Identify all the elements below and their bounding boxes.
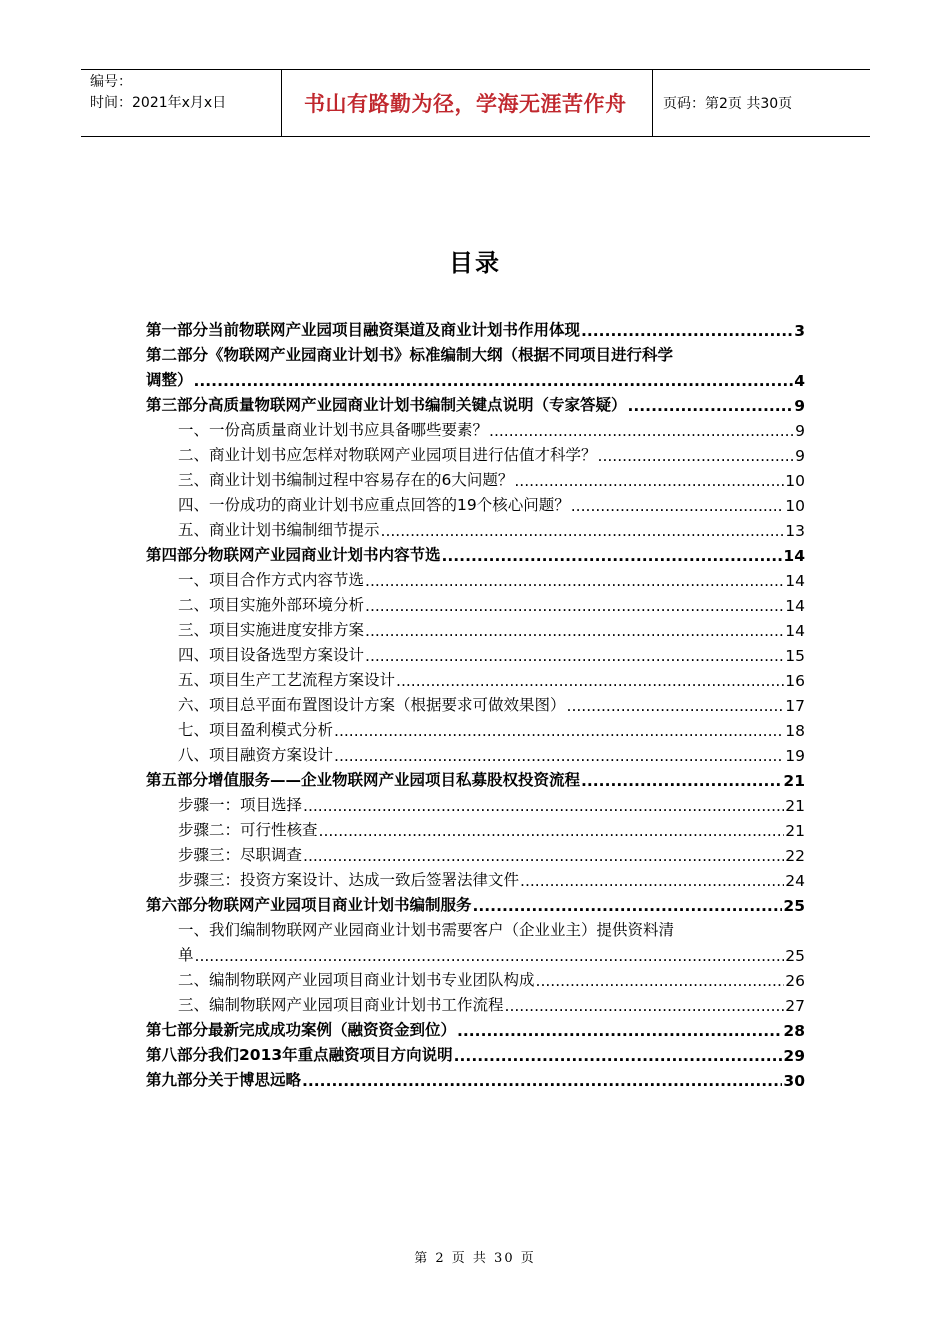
page-footer: 第 2 页 共 30 页: [414, 1251, 536, 1266]
toc-leader-dots: [567, 697, 785, 715]
toc-entry-text: 一、一份高质量商业计划书应具备哪些要素？: [178, 421, 489, 439]
toc-entry[interactable]: [146, 790, 805, 815]
toc-entry-page: 26: [785, 972, 805, 990]
toc-entry[interactable]: [146, 665, 805, 690]
toc-entry-text: 第二部分《物联网产业园商业计划书》标准编制大纲（根据不同项目进行科学: [146, 346, 674, 364]
header-page-label: 页码：第2页 共30页: [663, 96, 793, 112]
toc-entry-text: 第八部分我们2013年重点融资项目方向说明: [146, 1046, 453, 1064]
toc-leader-dots: [319, 822, 785, 840]
toc-entry-text: 调整）: [146, 371, 193, 389]
toc-leader-dots: [396, 672, 784, 690]
toc-entry[interactable]: [146, 840, 805, 865]
toc-leader-dots: [365, 647, 784, 665]
toc-entry[interactable]: [146, 465, 805, 490]
toc-leader-dots: [598, 447, 795, 465]
toc-entry-page: 14: [785, 597, 805, 615]
toc-leader-dots: [334, 722, 784, 740]
toc-entry-text: 三、编制物联网产业园项目商业计划书工作流程: [178, 996, 504, 1014]
toc-entry-text: 四、一份成功的商业计划书应重点回答的19个核心问题？: [178, 496, 570, 514]
toc-entry-page: 15: [785, 647, 805, 665]
toc-entry-page: 25: [783, 897, 805, 915]
toc-title: 目录: [449, 249, 501, 277]
toc-entry-page: 17: [785, 697, 805, 715]
toc-entry-page: 28: [783, 1022, 805, 1040]
toc-entry-text: 五、商业计划书编制细节提示: [178, 521, 380, 539]
toc-leader-dots: [442, 547, 783, 565]
toc-entry-page: 13: [785, 522, 805, 540]
header-motto: 书山有路勤为径，学海无涯苦作舟: [304, 92, 627, 116]
toc-entry[interactable]: [146, 690, 805, 715]
toc-entry-text: 第三部分高质量物联网产业园商业计划书编制关键点说明（专家答疑）: [146, 396, 627, 414]
toc-entry-page: 21: [785, 797, 805, 815]
toc-entry-text: 五、项目生产工艺流程方案设计: [178, 671, 396, 689]
toc-entry-page: 14: [785, 572, 805, 590]
toc-entry-text: 八、项目融资方案设计: [178, 746, 334, 764]
toc-entry[interactable]: [146, 1040, 805, 1065]
toc-entry[interactable]: [146, 515, 805, 540]
toc-entry-page: 21: [785, 822, 805, 840]
toc-entry-page: 25: [785, 947, 805, 965]
toc-entry-line1[interactable]: [146, 915, 805, 940]
toc-entry-page: 22: [785, 847, 805, 865]
toc-leader-dots: [581, 772, 782, 790]
toc-entry[interactable]: [146, 440, 805, 465]
toc-entry-page: 30: [783, 1072, 805, 1090]
toc-entry[interactable]: [146, 815, 805, 840]
header-meta: [81, 70, 281, 136]
toc-entry[interactable]: [146, 315, 805, 340]
toc-entry[interactable]: [146, 1015, 805, 1040]
toc-entry-page: 10: [785, 472, 805, 490]
toc-entry[interactable]: [146, 590, 805, 615]
toc-leader-dots: [628, 397, 794, 415]
toc-entry-page: 19: [785, 747, 805, 765]
toc-entry[interactable]: [146, 390, 805, 415]
toc-leader-dots: [581, 322, 793, 340]
toc-entry[interactable]: [146, 615, 805, 640]
toc-entry-text: 三、项目实施进度安排方案: [178, 621, 365, 639]
toc-entry-page: 27: [785, 997, 805, 1015]
toc-entry-text: 第四部分物联网产业园商业计划书内容节选: [146, 546, 441, 564]
toc-entry-page: 10: [785, 497, 805, 515]
toc-entry[interactable]: [146, 990, 805, 1015]
header-motto-cell: [281, 70, 653, 136]
toc-entry[interactable]: [146, 740, 805, 765]
toc-entry[interactable]: [146, 965, 805, 990]
toc-entry-text: 单: [178, 946, 194, 964]
toc-entry-text: 六、项目总平面布置图设计方案（根据要求可做效果图）: [178, 696, 566, 714]
toc-leader-dots: [195, 947, 785, 965]
toc-leader-dots: [536, 972, 785, 990]
page-header: [81, 69, 870, 137]
toc-entry[interactable]: [146, 1065, 805, 1090]
toc-entry-text: 二、项目实施外部环境分析: [178, 596, 365, 614]
toc-leader-dots: [454, 1047, 783, 1065]
toc-leader-dots: [365, 572, 784, 590]
toc-leader-dots: [194, 372, 794, 390]
toc-entry-page: 29: [783, 1047, 805, 1065]
toc-entry-line1[interactable]: [146, 340, 805, 365]
toc-entry-page: 14: [785, 622, 805, 640]
toc-leader-dots: [302, 1072, 782, 1090]
toc-leader-dots: [303, 847, 784, 865]
toc-leader-dots: [520, 872, 784, 890]
toc-entry-text: 一、项目合作方式内容节选: [178, 571, 365, 589]
toc-entry[interactable]: [146, 365, 805, 390]
toc-entry-text: 第一部分当前物联网产业园项目融资渠道及商业计划书作用体现: [146, 321, 581, 339]
toc-entry-text: 三、商业计划书编制过程中容易存在的6大问题？: [178, 471, 514, 489]
toc-entry-page: 9: [794, 397, 805, 415]
table-of-contents: [146, 315, 805, 1090]
toc-entry-text: 第五部分增值服务——企业物联网产业园项目私募股权投资流程: [146, 771, 581, 789]
toc-entry[interactable]: [146, 565, 805, 590]
toc-leader-dots: [457, 1022, 782, 1040]
toc-entry-text: 二、商业计划书应怎样对物联网产业园项目进行估值才科学？: [178, 446, 597, 464]
toc-entry[interactable]: [146, 415, 805, 440]
toc-entry-page: 14: [783, 547, 805, 565]
toc-entry[interactable]: [146, 540, 805, 565]
toc-entry-text: 第六部分物联网产业园项目商业计划书编制服务: [146, 896, 472, 914]
toc-entry-text: 步骤一：项目选择: [178, 796, 303, 814]
toc-entry-text: 步骤三：投资方案设计、达成一致后签署法律文件: [178, 871, 520, 889]
toc-entry-page: 3: [794, 322, 805, 340]
toc-entry-text: 二、编制物联网产业园项目商业计划书专业团队构成: [178, 971, 535, 989]
toc-leader-dots: [334, 747, 784, 765]
toc-leader-dots: [381, 522, 785, 540]
toc-entry[interactable]: [146, 640, 805, 665]
toc-entry-text: 第九部分关于博思远略: [146, 1071, 302, 1089]
toc-entry-page: 9: [795, 447, 805, 465]
toc-leader-dots: [473, 897, 783, 915]
header-page-cell: [653, 70, 870, 136]
toc-leader-dots: [303, 797, 784, 815]
toc-entry-text: 第七部分最新完成成功案例（融资资金到位）: [146, 1021, 457, 1039]
document-date-label: 时间：2021年x月x日: [90, 95, 227, 111]
toc-entry-text: 步骤三：尽职调查: [178, 846, 303, 864]
toc-leader-dots: [489, 422, 794, 440]
toc-leader-dots: [365, 597, 784, 615]
toc-entry-page: 4: [794, 372, 805, 390]
toc-entry[interactable]: [146, 865, 805, 890]
toc-entry[interactable]: [146, 490, 805, 515]
toc-entry[interactable]: [146, 940, 805, 965]
toc-leader-dots: [365, 622, 784, 640]
toc-entry-page: 9: [795, 422, 805, 440]
toc-entry[interactable]: [146, 765, 805, 790]
toc-entry-text: 四、项目设备选型方案设计: [178, 646, 365, 664]
toc-entry[interactable]: [146, 715, 805, 740]
toc-leader-dots: [571, 497, 785, 515]
toc-leader-dots: [514, 472, 784, 490]
toc-entry-text: 七、项目盈利模式分析: [178, 721, 334, 739]
toc-entry-text: 步骤二：可行性核查: [178, 821, 318, 839]
toc-entry-page: 18: [785, 722, 805, 740]
toc-entry-page: 16: [785, 672, 805, 690]
toc-entry[interactable]: [146, 890, 805, 915]
toc-entry-page: 21: [783, 772, 805, 790]
toc-entry-text: 一、我们编制物联网产业园商业计划书需要客户（企业业主）提供资料清: [178, 921, 675, 939]
document-number-label: 编号：: [90, 74, 132, 90]
toc-leader-dots: [505, 997, 785, 1015]
toc-entry-page: 24: [785, 872, 805, 890]
